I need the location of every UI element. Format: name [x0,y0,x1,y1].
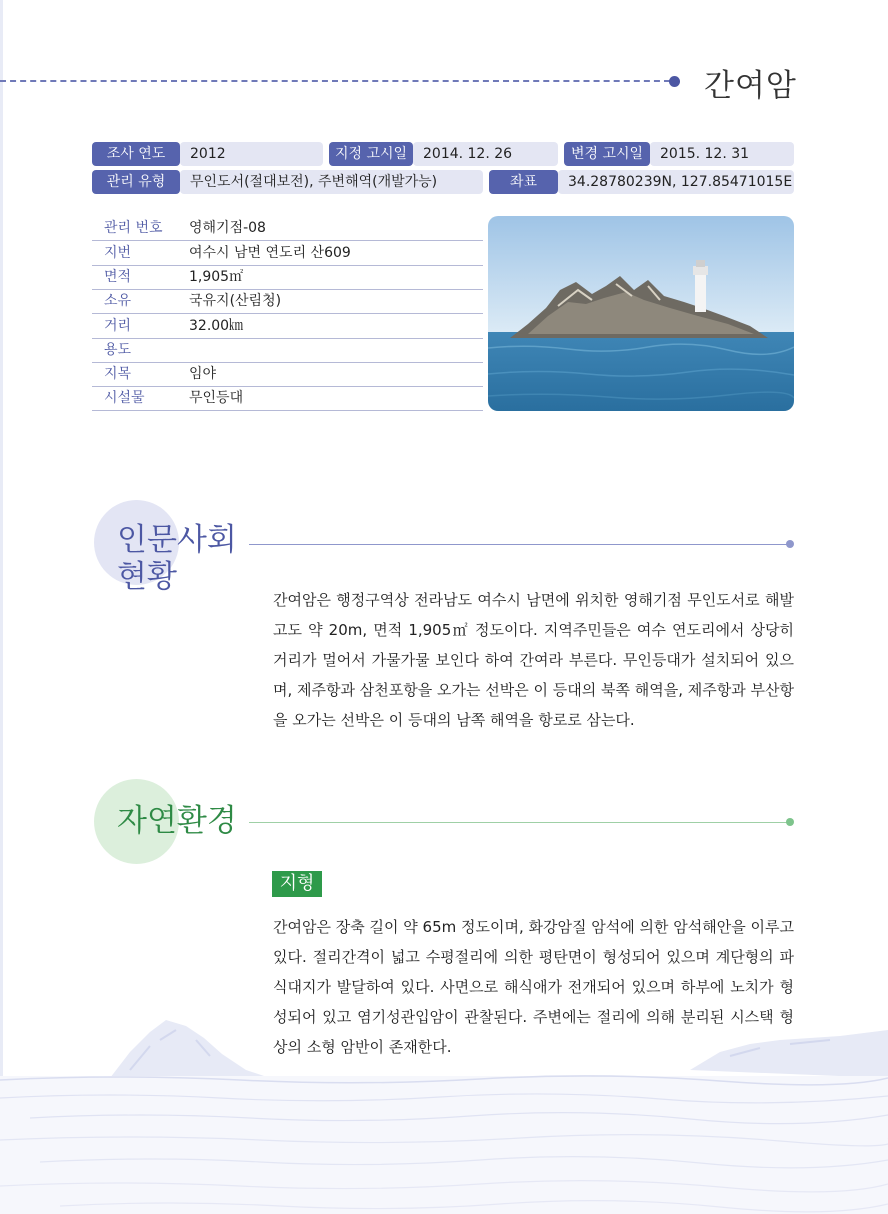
detail-label: 시설물 [104,390,145,406]
island-photo [488,216,794,411]
humanities-paragraph: 간여암은 행정구역상 전라남도 여수시 남면에 위치한 영해기점 무인도서로 해발고도 약 20m, 면적 1,905㎡ 정도이다. 지역주민들은 여수 연도리에서 상당히 거리가 멀어서 가물가물 보인다 하여 간여라 부른다. 무인등대가 설치되어 있으며, 제주항과 삼천포항을 오가는 선박은 이 등대의 북쪽 해역을, 제주항과 부산항을 오가는 선박은 이 등대의 남쪽 해역을 항로로 삼는다. [273,591,794,729]
detail-value: 국유지(산림청) [189,293,282,309]
detail-label: 지번 [104,245,132,261]
detail-row [92,314,483,339]
designation-date-value: 2014. 12. 26 [413,142,558,166]
detail-label: 소유 [104,293,132,309]
mgmt-type-label: 관리 유형 [92,170,180,194]
detail-row [92,386,483,411]
detail-row [92,241,483,266]
detail-label: 용도 [104,342,132,358]
detail-row [92,362,483,387]
section-humanities-dot [786,540,794,548]
terrain-paragraph: 간여암은 장축 길이 약 65m 정도이며, 화강암질 암석에 의한 암석해안을 이루고 있다. 절리간격이 넓고 수평절리에 의한 평탄면이 형성되어 있으며 계단형의 파식대지가 발달하여 있다. 사면으로 해식애가 전개되어 있으며 하부에 노치가 형성되어 있고 염기성관입암이 관찰된다. 주변에는 절리에 의해 분리된 시스택 형상의 소형 암반이 존재한다. [273,918,794,1056]
section-humanities-rule [249,544,787,545]
section-nature-rule [249,822,787,823]
detail-value: 무인등대 [189,390,244,406]
detail-row [92,216,483,241]
coords-label: 좌표 [489,170,558,194]
decorative-sea-illustration [0,1000,888,1214]
detail-row [92,338,483,363]
header-dashed-line [0,80,670,82]
detail-label: 지목 [104,366,132,382]
section-humanities-title-line2: 현황 [117,559,177,595]
section-humanities-title-line1: 인문사회 [117,522,237,558]
detail-value: 영해기점-08 [189,220,266,236]
detail-value: 여수시 남면 연도리 산609 [189,245,351,261]
survey-year-value: 2012 [180,142,323,166]
survey-year-label: 조사 연도 [92,142,180,166]
subsection-terrain-badge: 지형 [272,871,322,897]
section-nature-dot [786,818,794,826]
detail-value: 32.00㎞ [189,318,244,334]
detail-label: 거리 [104,318,132,334]
detail-row [92,265,483,290]
detail-label: 관리 번호 [104,220,163,236]
coords-value: 34.28780239N, 127.85471015E [558,170,794,194]
section-nature-title: 자연환경 [117,803,237,839]
detail-value: 1,905㎡ [189,269,244,285]
change-date-label: 변경 고시일 [564,142,650,166]
detail-row [92,289,483,314]
section-humanities-title [117,522,237,596]
mgmt-type-value: 무인도서(절대보전), 주변해역(개발가능) [180,170,483,194]
page-title: 간여암 [704,68,797,104]
change-date-value: 2015. 12. 31 [650,142,794,166]
detail-label: 면적 [104,269,132,285]
detail-value: 임야 [189,366,217,382]
designation-date-label: 지정 고시일 [329,142,413,166]
header-dot [669,76,680,87]
